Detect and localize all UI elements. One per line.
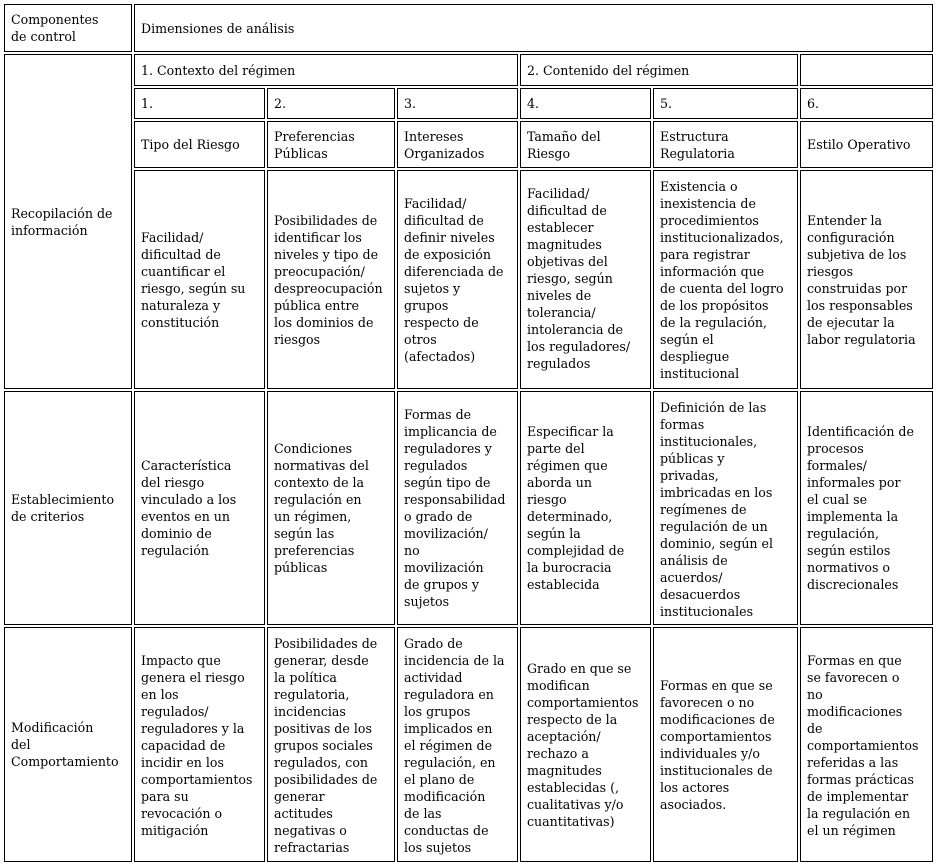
cell-modificacion-tamano: Grado en que se modifican comportamientos respecto de la aceptación/ rechazo a magnitudes establecidas (, cualitativas y/o cuantitativas): [520, 627, 651, 862]
cell-criterios-estructura: Definición de las formas institucionales, públicas y privadas, imbricadas en los regímenes de regulación de un dominio, según el análisis de acuerdos/ desacuerdos institucionales: [653, 391, 798, 625]
header-dimensions: Dimensiones de análisis: [134, 4, 933, 52]
column-number-1: 1.: [134, 88, 265, 119]
group-contenido-regimen: 2. Contenido del régimen: [520, 54, 798, 86]
cell-criterios-tamano: Especificar la parte del régimen que aborda un riesgo determinado, según la complejidad de la burocracia establecida: [520, 391, 651, 625]
header-corner-components: Componentes de control: [4, 4, 132, 52]
cell-recopilacion-estructura: Existencia o inexistencia de procedimientos institucionalizados, para registrar información que de cuenta del logro de los propósitos de la regulación, según el despliegue institucional: [653, 170, 798, 389]
group-contexto-regimen: 1. Contexto del régimen: [134, 54, 518, 86]
column-title-tipo-riesgo: Tipo del Riesgo: [134, 121, 265, 168]
row-label-modificacion: Modificación del Comportamiento: [4, 627, 132, 862]
column-title-estructura-regulatoria: Estructura Regulatoria: [653, 121, 798, 168]
cell-recopilacion-preferencias: Posibilidades de identificar los niveles y tipo de preocupación/ despreocupación pública entre los dominios de riesgos: [267, 170, 395, 389]
cell-criterios-intereses: Formas de implicancia de reguladores y regulados según tipo de responsabilidad o grado de movilización/ no movilización de grupos y sujetos: [397, 391, 518, 625]
cell-modificacion-preferencias: Posibilidades de generar, desde la política regulatoria, incidencias positivas de los grupos sociales regulados, con posibilidades de generar actitudes negativas o refractarias: [267, 627, 395, 862]
row-label-recopilacion: Recopilación de información: [4, 54, 132, 389]
column-number-4: 4.: [520, 88, 651, 119]
column-number-2: 2.: [267, 88, 395, 119]
group-empty: [800, 54, 933, 86]
cell-criterios-preferencias: Condiciones normativas del contexto de la regulación en un régimen, según las preferencias públicas: [267, 391, 395, 625]
column-title-preferencias-publicas: Preferencias Públicas: [267, 121, 395, 168]
cell-modificacion-tipo-riesgo: Impacto que genera el riesgo en los regulados/ reguladores y la capacidad de incidir en los comportamientos para su revocación o mitigación: [134, 627, 265, 862]
cell-modificacion-estructura: Formas en que se favorecen o no modificaciones de comportamientos individuales y/o institucionales de los actores asociados.: [653, 627, 798, 862]
column-title-tamano-riesgo: Tamaño del Riesgo: [520, 121, 651, 168]
column-title-estilo-operativo: Estilo Operativo: [800, 121, 933, 168]
column-number-5: 5.: [653, 88, 798, 119]
cell-recopilacion-tamano: Facilidad/ dificultad de establecer magnitudes objetivas del riesgo, según niveles de tolerancia/ intolerancia de los reguladores/ regulados: [520, 170, 651, 389]
row-label-establecimiento: Establecimiento de criterios: [4, 391, 132, 625]
cell-criterios-tipo-riesgo: Característica del riesgo vinculado a los eventos en un dominio de regulación: [134, 391, 265, 625]
cell-recopilacion-estilo: Entender la configuración subjetiva de los riesgos construidas por los responsables de ejecutar la labor regulatoria: [800, 170, 933, 389]
cell-recopilacion-tipo-riesgo: Facilidad/ dificultad de cuantificar el riesgo, según su naturaleza y constitución: [134, 170, 265, 389]
column-number-6: 6.: [800, 88, 933, 119]
cell-modificacion-estilo: Formas en que se favorecen o no modificaciones de comportamientos referidas a las formas prácticas de implementar la regulación en el un régimen: [800, 627, 933, 862]
cell-modificacion-intereses: Grado de incidencia de la actividad reguladora en los grupos implicados en el régimen de regulación, en el plano de modificación de las conductas de los sujetos: [397, 627, 518, 862]
column-title-intereses-organizados: Intereses Organizados: [397, 121, 518, 168]
cell-criterios-estilo: Identificación de procesos formales/ informales por el cual se implementa la regulación, según estilos normativos o discrecionales: [800, 391, 933, 625]
cell-recopilacion-intereses: Facilidad/ dificultad de definir niveles de exposición diferenciada de sujetos y grupos respecto de otros (afectados): [397, 170, 518, 389]
column-number-3: 3.: [397, 88, 518, 119]
